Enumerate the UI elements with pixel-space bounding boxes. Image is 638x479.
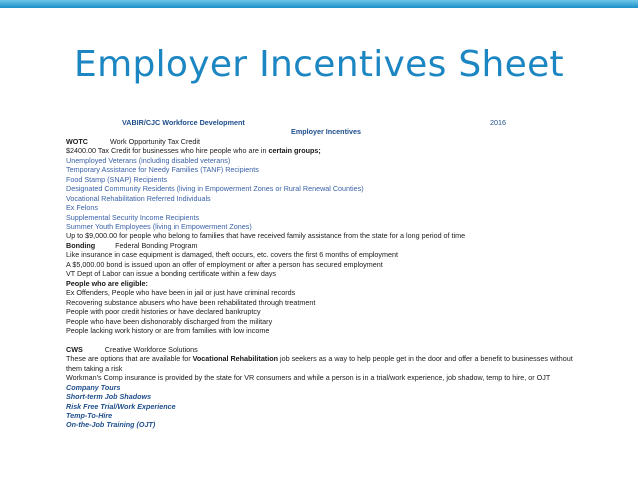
slide-title: Employer Incentives Sheet bbox=[74, 44, 564, 85]
wotc-heading bbox=[66, 137, 586, 146]
eligible-heading: People who are eligible: bbox=[66, 278, 148, 288]
list-item: Summer Youth Employees (living in Empowerment Zones) bbox=[66, 221, 252, 231]
list-item: Temporary Assistance for Needy Families (TANF) Recipients bbox=[66, 165, 259, 175]
list-item: Designated Community Residents (living in Empowerment Zones or Rural Renewal Counties) bbox=[66, 184, 364, 194]
list-item: Ex Felons bbox=[66, 203, 98, 213]
list-item: Like insurance in case equipment is damaged, theft occurs, etc. covers the first 6 months of employment bbox=[66, 250, 398, 260]
list-item: VT Dept of Labor can issue a bonding certificate within a few days bbox=[66, 269, 277, 279]
document-header bbox=[66, 118, 586, 127]
cws-comp: Workman's Comp insurance is provided by the state for VR consumers and while a person is in a trial/work experience, job shadow, temp to hire, or OJT bbox=[66, 373, 551, 383]
cws-intro bbox=[66, 354, 586, 373]
wotc-credit-bold: certain groups; bbox=[268, 146, 321, 156]
list-item: People who have been dishonorably discharged from the military bbox=[66, 316, 273, 326]
cws-heading bbox=[66, 345, 586, 354]
list-item: Temp-To-Hire bbox=[66, 411, 113, 421]
list-item: Recovering substance abusers who have been rehabilitated through treatment bbox=[66, 297, 316, 307]
list-item: Risk Free Trial/Work Experience bbox=[66, 401, 176, 411]
cws-intro-text: These are options that are available for bbox=[66, 354, 193, 364]
wotc-extra: Up to $9,000.00 for people who belong to families that have received family assistance from the state for a long period of time bbox=[66, 231, 466, 241]
bonding-heading bbox=[66, 241, 586, 250]
bonding-label: Bonding bbox=[66, 240, 96, 250]
cws-intro-suffix: job seekers as a way to help people get in the door and offer a benefit to businesses without them taking a risk bbox=[66, 354, 573, 373]
list-item: On-the-Job Training (OJT) bbox=[66, 420, 156, 430]
cws-label: CWS bbox=[66, 344, 83, 354]
list-item: Ex Offenders, People who have been in jail or just have criminal records bbox=[66, 288, 296, 298]
wotc-name: Work Opportunity Tax Credit bbox=[109, 136, 200, 146]
wotc-credit-text: $2400.00 Tax Credit for businesses who hire people who are in bbox=[66, 146, 269, 156]
list-item: A $5,000.00 bond is issued upon an offer of employment or after a person has secured employment bbox=[66, 259, 383, 269]
wotc-credit bbox=[66, 146, 586, 155]
document-subtitle: Employer Incentives bbox=[291, 127, 361, 137]
list-item: People with poor credit histories or have declared bankruptcy bbox=[66, 307, 261, 317]
cws-name: Creative Workforce Solutions bbox=[104, 344, 198, 354]
bonding-name: Federal Bonding Program bbox=[115, 240, 198, 250]
list-item: People lacking work history or are from families with low income bbox=[66, 325, 270, 335]
list-item: Food Stamp (SNAP) Recipients bbox=[66, 174, 168, 184]
header-organization: VABIR/CJC Workforce Development bbox=[122, 118, 245, 127]
header-year: 2016 bbox=[490, 118, 506, 127]
document-body bbox=[66, 118, 586, 430]
list-item: Unemployed Veterans (including disabled veterans) bbox=[66, 155, 231, 165]
list-item: Short-term Job Shadows bbox=[66, 392, 152, 402]
list-item: Supplemental Security Income Recipients bbox=[66, 212, 200, 222]
list-item: Vocational Rehabilitation Referred Individuals bbox=[66, 193, 211, 203]
slide-top-bar bbox=[0, 0, 638, 8]
wotc-label: WOTC bbox=[66, 136, 88, 146]
cws-intro-bold: Vocational Rehabilitation bbox=[192, 354, 278, 364]
list-item: Company Tours bbox=[66, 382, 121, 392]
